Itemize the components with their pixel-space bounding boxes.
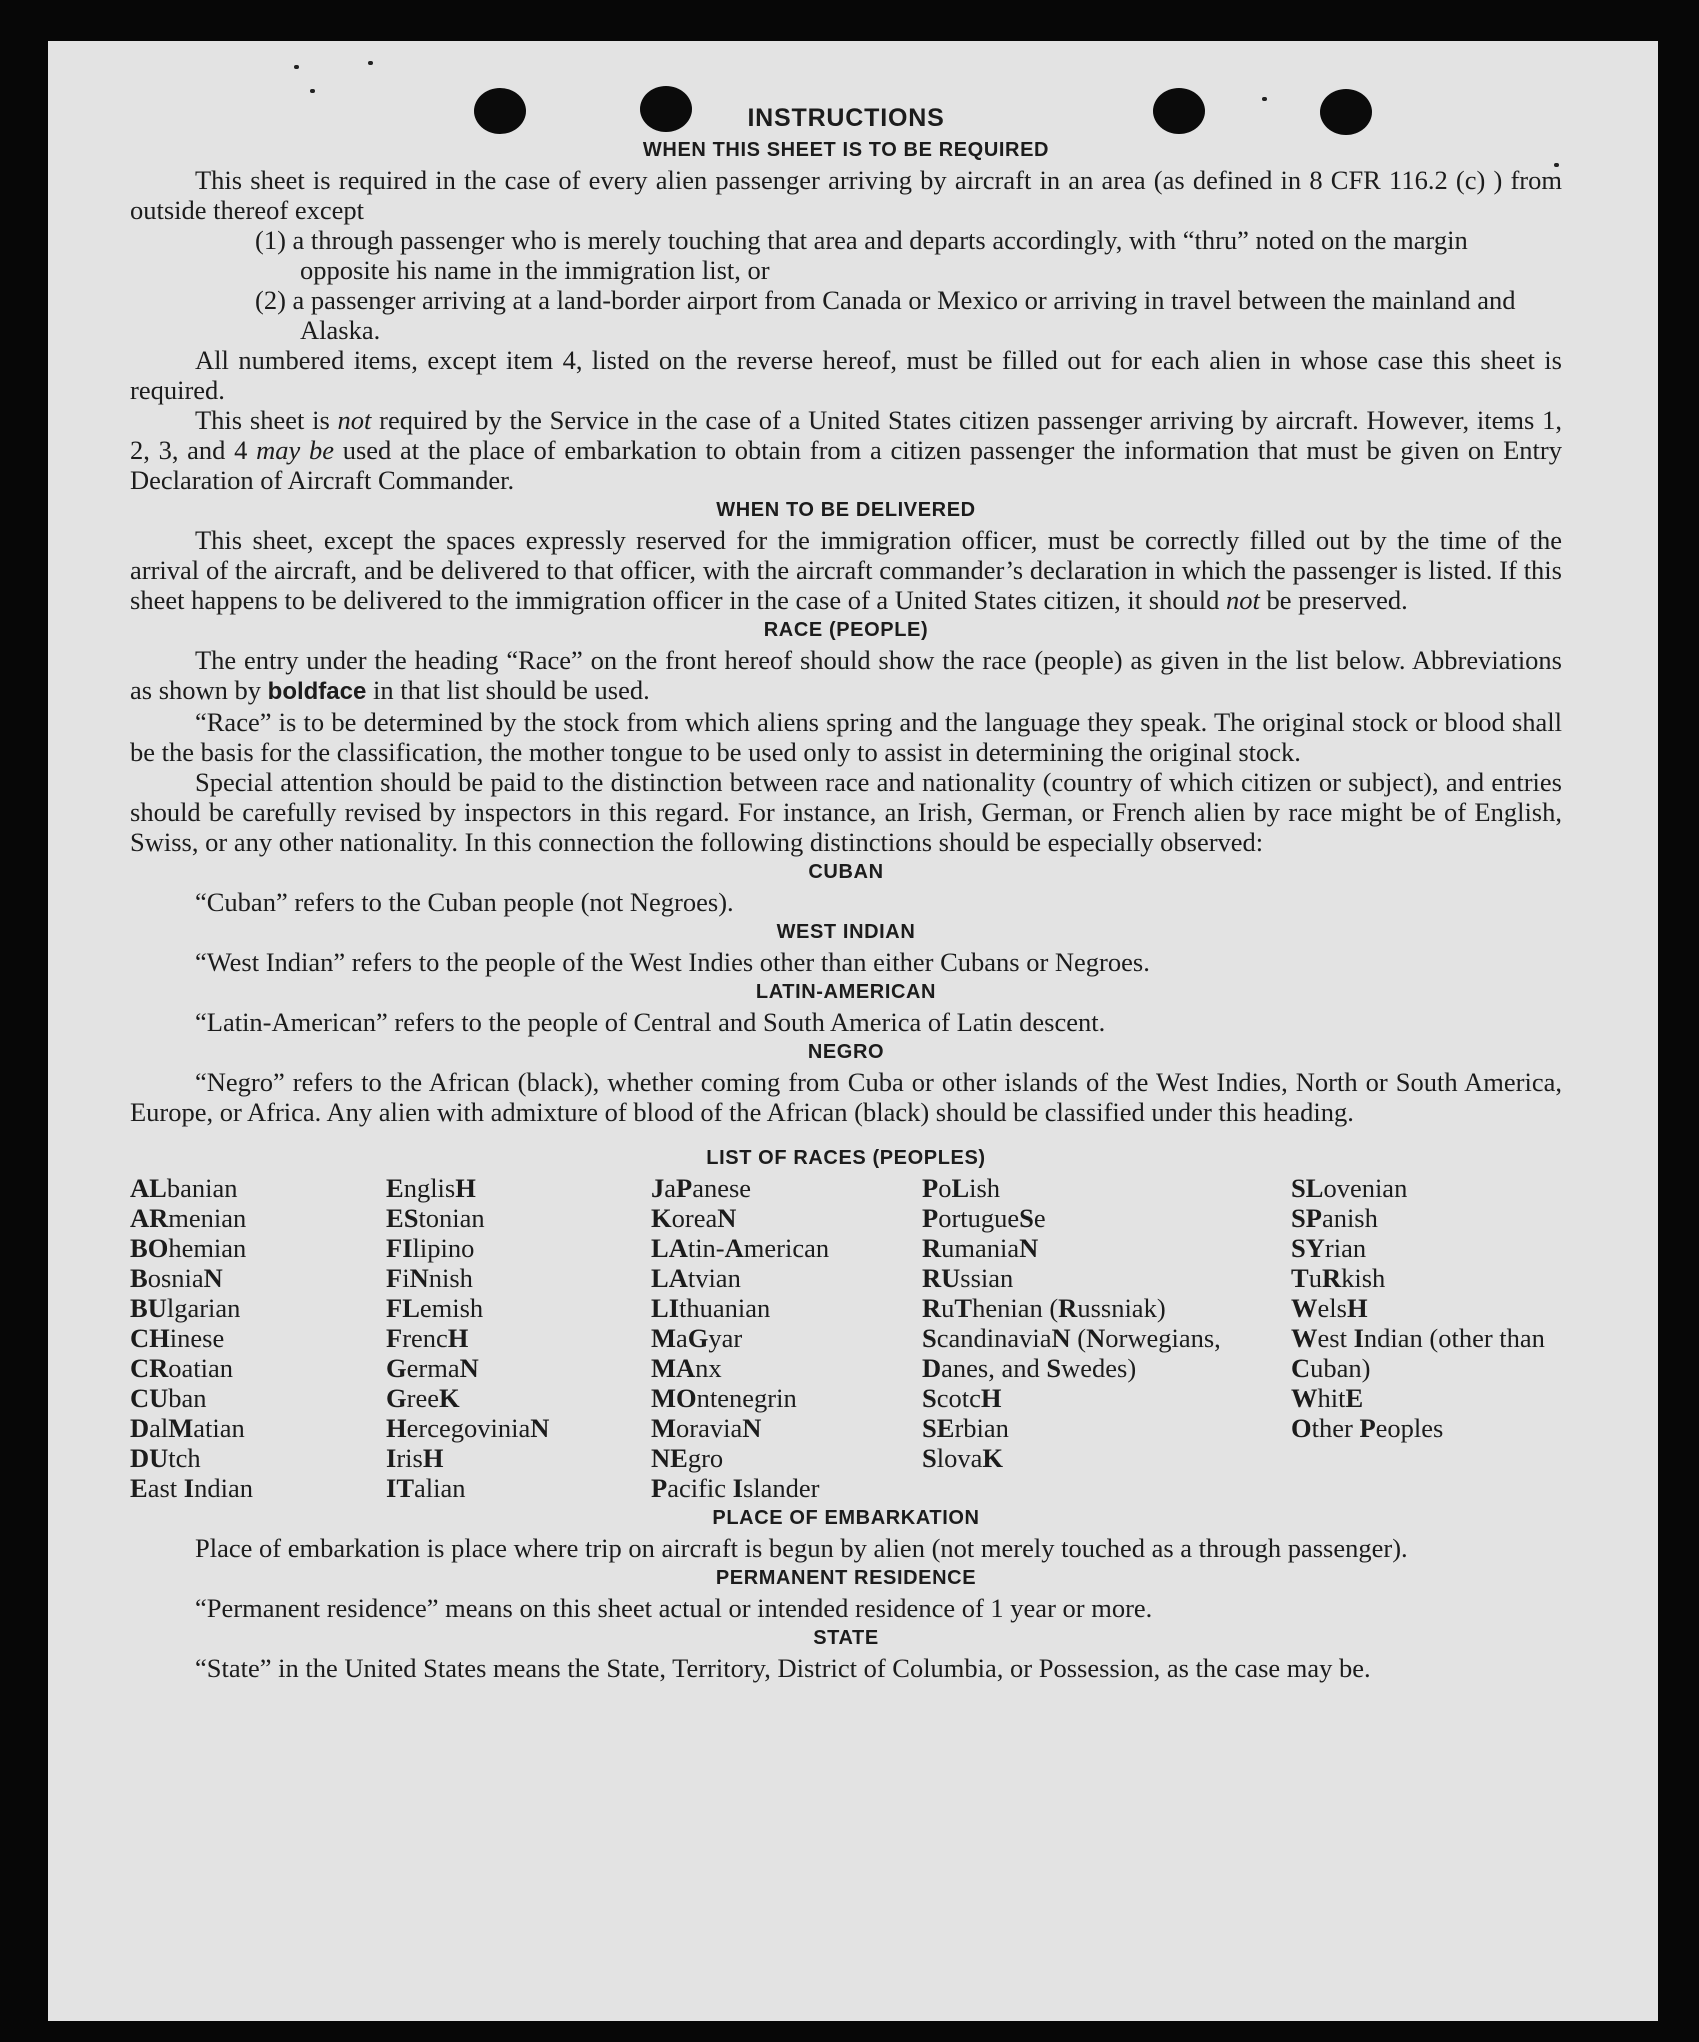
race-paragraph-1: The entry under the heading “Race” on the front hereof should show the race (people) as given in the list below. Abbreviations as shown by boldface in that list should be used. <box>130 645 1562 705</box>
race-list-item: PortugueSe <box>922 1203 1046 1233</box>
speck <box>294 65 299 69</box>
residence-definition: “Permanent residence” means on this sheet actual or intended residence of 1 year or more. <box>195 1593 1153 1623</box>
race-list-item: LIthuanian <box>651 1293 771 1323</box>
latin-american-definition: “Latin-American” refers to the people of Central and South America of Latin descent. <box>195 1007 1106 1037</box>
heading-negro: NEGRO <box>807 1041 885 1063</box>
race-list-item: East Indian <box>130 1473 253 1503</box>
delivered-paragraph: This sheet, except the spaces expressly reserved for the immigration officer, must be correctly filled out by the time of the arrival of the aircraft, and be delivered to that officer, with the aircraft commander’s declaration in which the passenger is listed. If this sheet happens to be delivered to the immigration officer in the case of a United States citizen, it should not be preserved. <box>130 525 1562 615</box>
heading-race: RACE (PEOPLE) <box>763 619 929 641</box>
race-list-item: MOntenegrin <box>651 1383 797 1413</box>
west-indian-definition: “West Indian” refers to the people of the West Indies other than either Cubans or Negroes. <box>195 947 1150 977</box>
race-list-item: EnglisH <box>386 1173 476 1203</box>
heading-required: WHEN THIS SHEET IS TO BE REQUIRED <box>642 139 1050 161</box>
race-list-item: BUlgarian <box>130 1293 241 1323</box>
race-list-item: NEgro <box>651 1443 724 1473</box>
race-list-item: CRoatian <box>130 1353 234 1383</box>
negro-definition: “Negro” refers to the African (black), whether coming from Cuba or other islands of the West Indies, North or South America, Europe, or Africa. Any alien with admixture of blood of the African (black) should be classified under this heading. <box>130 1067 1562 1127</box>
race-list-item: TuRkish <box>1291 1263 1386 1293</box>
race-list-item: ALbanian <box>130 1173 238 1203</box>
race-list-item: PoLish <box>922 1173 1001 1203</box>
race-list-item: SLovenian <box>1291 1173 1408 1203</box>
race-list-item: BOhemian <box>130 1233 247 1263</box>
race-list-item: KoreaN <box>651 1203 737 1233</box>
race-list <box>130 1173 1562 1503</box>
race-list-item: DalMatian <box>130 1413 245 1443</box>
race-list-item: EStonian <box>386 1203 485 1233</box>
race-list-item: WhitE <box>1291 1383 1364 1413</box>
heading-residence: PERMANENT RESIDENCE <box>715 1567 977 1589</box>
race-list-item: SYrian <box>1291 1233 1367 1263</box>
heading-state: STATE <box>813 1627 879 1649</box>
race-list-item: SErbian <box>922 1413 1009 1443</box>
race-list-item: West Indian (other than Cuban) <box>1291 1323 1545 1383</box>
race-list-item: FrencH <box>386 1323 469 1353</box>
race-list-column-4 <box>922 1173 1232 1473</box>
race-list-item: GreeK <box>386 1383 460 1413</box>
embarkation-definition: Place of embarkation is place where trip on aircraft is begun by alien (not merely touched as a through passenger). <box>195 1533 1408 1563</box>
race-list-item: CHinese <box>130 1323 225 1353</box>
main-heading: INSTRUCTIONS <box>747 104 945 132</box>
race-list-item: RuThenian (Russniak) <box>922 1293 1166 1323</box>
race-paragraph-3: Special attention should be paid to the distinction between race and nationality (country of which citizen or subject), and entries should be carefully revised by inspectors in this regard. For instance, an Irish, German, or French alien by race might be of English, Swiss, or any other nationality. In this connection the following distinctions should be especially observed: <box>130 767 1562 857</box>
speck <box>310 89 315 93</box>
race-list-item: CUban <box>130 1383 207 1413</box>
race-list-item: MaGyar <box>651 1323 743 1353</box>
race-list-item: Pacific Islander <box>651 1473 820 1503</box>
race-paragraph-2: “Race” is to be determined by the stock from which aliens spring and the language they speak. The original stock or blood shall be the basis for the classification, the mother tongue to be used only to assist in determining the original stock. <box>130 707 1562 767</box>
race-list-item: HercegoviniaN <box>386 1413 550 1443</box>
heading-west-indian: WEST INDIAN <box>776 921 916 943</box>
instruction-sheet <box>48 41 1658 2021</box>
race-list-item: WelsH <box>1291 1293 1368 1323</box>
race-list-item: SPanish <box>1291 1203 1378 1233</box>
race-list-item: RumaniaN <box>922 1233 1039 1263</box>
heading-latin-american: LATIN-AMERICAN <box>755 981 937 1003</box>
heading-race-list: LIST OF RACES (PEOPLES) <box>706 1147 986 1169</box>
required-intro: This sheet is required in the case of every alien passenger arriving by aircraft in an area (as defined in 8 CFR 116.2 (c) ) from outside thereof except <box>130 165 1562 225</box>
race-list-item: SlovaK <box>922 1443 1003 1473</box>
cuban-definition: “Cuban” refers to the Cuban people (not Negroes). <box>195 887 734 917</box>
exception-item-2: (2) a passenger arriving at a land-border airport from Canada or Mexico or arriving in travel between the mainland and Alaska. <box>255 285 1516 345</box>
exception-item-1: (1) a through passenger who is merely touching that area and departs accordingly, with “thru” noted on the margin opposite his name in the immigration list, or <box>255 225 1468 285</box>
race-list-item: Other Peoples <box>1291 1413 1444 1443</box>
race-list-item: MoraviaN <box>651 1413 762 1443</box>
speck <box>368 61 373 65</box>
race-list-item: GermaN <box>386 1353 479 1383</box>
race-list-item: JaPanese <box>651 1173 752 1203</box>
race-list-item: ScotcH <box>922 1383 1002 1413</box>
heading-cuban: CUBAN <box>808 861 884 883</box>
race-list-item: RUssian <box>922 1263 1014 1293</box>
race-list-column-5 <box>1291 1173 1561 1443</box>
numbered-items-paragraph: All numbered items, except item 4, listed on the reverse hereof, must be filled out for each alien in whose case this sheet is required. <box>130 345 1562 405</box>
instructions-text <box>130 101 1562 1683</box>
race-list-column-1 <box>130 1173 253 1503</box>
race-list-item: MAnx <box>651 1353 722 1383</box>
state-definition: “State” in the United States means the State, Territory, District of Columbia, or Possession, as the case may be. <box>195 1653 1371 1683</box>
race-list-item: LAtvian <box>651 1263 741 1293</box>
race-list-item: DUtch <box>130 1443 201 1473</box>
race-list-item: ITalian <box>386 1473 466 1503</box>
race-list-column-3 <box>651 1173 829 1503</box>
race-list-item: LAtin-American <box>651 1233 830 1263</box>
citizen-paragraph: This sheet is not required by the Service in the case of a United States citizen passenger arriving by aircraft. However, items 1, 2, 3, and 4 may be used at the place of embarkation to obtain from a citizen passenger the information that must be given on Entry Declaration of Aircraft Commander. <box>130 405 1562 495</box>
race-list-item: FLemish <box>386 1293 484 1323</box>
race-list-column-2 <box>386 1173 549 1503</box>
race-list-item: IrisH <box>386 1443 444 1473</box>
race-list-item: FIlipino <box>386 1233 475 1263</box>
heading-embarkation: PLACE OF EMBARKATION <box>712 1507 980 1529</box>
race-list-item: BosniaN <box>130 1263 223 1293</box>
race-list-item: ScandinaviaN (Norwegians, Danes, and Swedes) <box>922 1323 1221 1383</box>
race-list-item: ARmenian <box>130 1203 247 1233</box>
heading-delivered: WHEN TO BE DELIVERED <box>716 499 976 521</box>
race-list-item: FiNnish <box>386 1263 473 1293</box>
